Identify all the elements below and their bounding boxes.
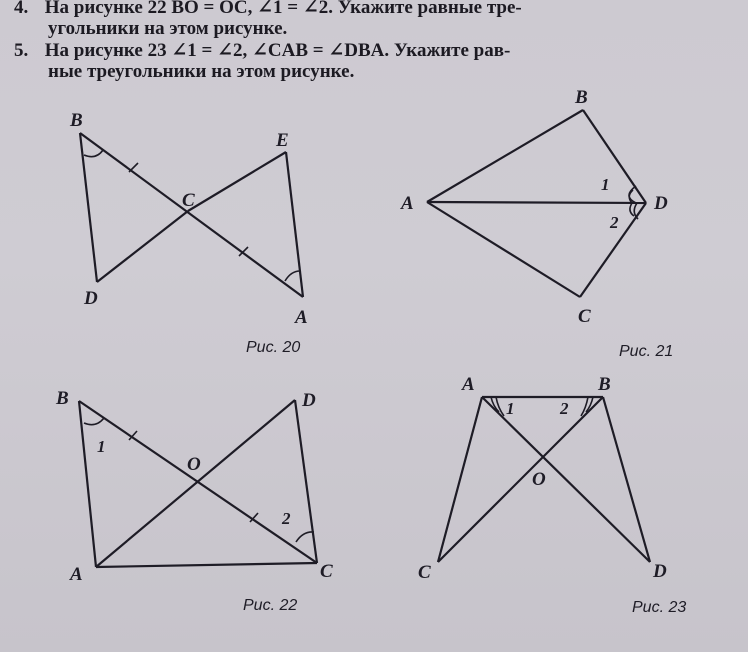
angle-arc-2 xyxy=(296,532,314,542)
figure-caption: Рис. 23 xyxy=(632,599,687,616)
point-label-e: E xyxy=(276,130,289,151)
segment-bc xyxy=(438,397,603,562)
segment-dc xyxy=(97,211,188,282)
figure-21 xyxy=(400,87,673,360)
segment-ac xyxy=(96,563,317,567)
angle-arc-1 xyxy=(84,418,104,425)
segment-bc xyxy=(79,401,317,563)
point-label-a: A xyxy=(70,564,83,585)
point-label-c: C xyxy=(320,561,333,582)
angle-label-2: 2 xyxy=(282,509,291,528)
angle-label-2: 2 xyxy=(560,399,569,418)
segment-bd xyxy=(80,133,97,282)
point-label-a: A xyxy=(462,374,475,395)
point-label-b: B xyxy=(56,388,69,409)
figure-caption: Рис. 20 xyxy=(246,339,301,356)
point-label-d: D xyxy=(84,288,98,309)
angle-label-1: 1 xyxy=(97,437,106,456)
segment-ba xyxy=(79,401,96,567)
problem-text-line1: На рисунке 22 BO = OC, ∠1 = ∠2. Укажите равные тре- xyxy=(44,0,522,18)
point-label-a: A xyxy=(401,193,414,214)
segment-ce xyxy=(188,152,286,211)
tick-bc xyxy=(129,163,138,172)
segment-ad xyxy=(482,397,650,562)
point-label-a: A xyxy=(295,307,308,328)
figure-20 xyxy=(69,110,308,356)
figure-23 xyxy=(418,374,686,616)
problem-number: 5. xyxy=(14,40,29,61)
angle-label-1: 1 xyxy=(601,175,610,194)
problem-text-line1: На рисунке 23 ∠1 = ∠2, ∠CAB = ∠DBA. Укажите рав- xyxy=(44,40,511,61)
point-label-c: C xyxy=(578,306,591,327)
point-label-b: B xyxy=(70,110,83,131)
figure-22 xyxy=(55,388,333,614)
point-label-b: B xyxy=(575,87,588,108)
point-label-d: D xyxy=(654,193,668,214)
point-label-o: O xyxy=(532,469,546,490)
segment-bd xyxy=(583,110,646,203)
point-label-c: C xyxy=(182,190,195,211)
figure-caption: Рис. 22 xyxy=(243,597,298,614)
problem-number: 4. xyxy=(14,0,29,18)
figure-caption: Рис. 21 xyxy=(619,343,674,360)
segment-ac xyxy=(427,202,580,297)
segment-bd xyxy=(603,397,650,562)
segment-ba xyxy=(80,133,303,297)
segment-ac xyxy=(438,397,482,562)
angle-arc-b xyxy=(84,150,103,157)
point-label-d: D xyxy=(302,390,316,411)
angle-arc-a xyxy=(285,271,300,281)
segment-ba xyxy=(427,110,583,202)
angle-arc-2 xyxy=(630,203,634,216)
point-label-d: D xyxy=(653,561,667,582)
point-label-b: B xyxy=(598,374,611,395)
point-label-o: O xyxy=(187,454,201,475)
point-label-c: C xyxy=(418,562,431,583)
problem-text-line2: угольники на этом рисунке. xyxy=(48,18,288,39)
problem-text-line2: ные треугольники на этом рисунке. xyxy=(48,61,355,82)
segment-ad xyxy=(427,202,646,203)
segment-ad xyxy=(96,400,295,567)
angle-label-1: 1 xyxy=(506,399,515,418)
angle-label-2: 2 xyxy=(610,213,619,232)
